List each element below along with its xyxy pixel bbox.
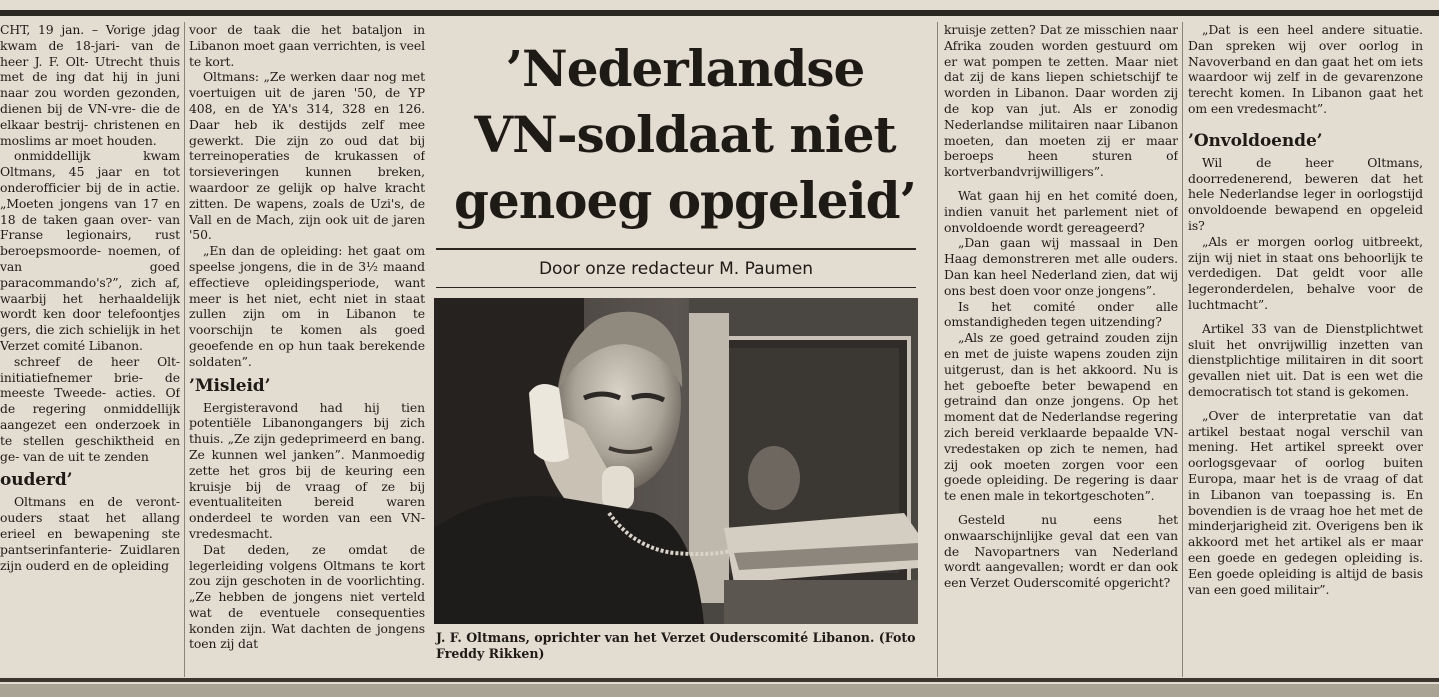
headline-line: VN-soldaat niet xyxy=(474,105,896,164)
subheading: ’Misleid’ xyxy=(189,375,271,396)
paragraph: Eergisteravond had hij tien potentiële Libanongangers bij zich thuis. „Ze zijn gedeprimeerd en bang. Ze kunnen wel janken”. Manmoedig zette het gros bij de keuring een kruisje bij de vraag of ze bij eventualiteiten bereid waren onderdeel te worden van een VN-vredesmacht. xyxy=(189,399,425,541)
paragraph: CHT, 19 jan. – Vorige jdag kwam de 18-jari- van de heer J. F. Olt- Utrecht thuis met de ing dat hij in juni naar zou worden gezonden, dienen bij de VN-vre- die de elkaar bestrij- christenen en moslims ar moet houden. xyxy=(0,22,180,148)
paragraph: Is het comité onder alle omstandigheden tegen uitzending? xyxy=(944,298,1178,330)
photo xyxy=(434,298,918,624)
paragraph: onmiddellijk kwam Oltmans, 45 jaar en tot onderofficier bij de in actie. „Moeten jongens van 17 en 18 de taken gaan over- van Franse legionairs, rust beroepsmoorde- noemen, of van goed paracommando's?”, zich af, waarbij het herhaaldelijk wordt ken door telefoontjes gers, die zich schielijk in het Verzet comité Libanon. xyxy=(0,148,180,353)
paragraph: voor de taak die het bataljon in Libanon moet gaan verrichten, is veel te kort. xyxy=(189,22,425,69)
paragraph: Oltmans: „Ze werken daar nog met voertuigen uit de jaren '50, de YP 408, en de YA's 314, 328 en 126. Daar heb ik destijds zelf mee gewerkt. Die zijn zo oud dat bij terreinoperaties de krukassen of torsieveringen kunnen breken, waardoor ze gelijk op halve kracht zitten. De wapens, zoals de Uzi's, de Vall en de Mach, zijn ook uit de jaren '50. xyxy=(189,69,425,243)
article-column-2 xyxy=(189,22,425,677)
paragraph: Dat deden, ze omdat de legerleiding volgens Oltmans te kort zou zijn geschoten in de voorlichting. „Ze hebben de jongens niet verteld wat de eventuele consequenties konden zijn. Wat dachten de jongens toen zij dat xyxy=(189,541,425,652)
paragraph: Gesteld nu eens het onwaarschijnlijke geval dat een van de Navopartners van Nederland wordt aangevallen; wordt er dan ook een Verzet Ouderscomité opgericht? xyxy=(944,511,1178,591)
column-divider xyxy=(1182,22,1183,677)
paragraph: „En dan de opleiding: het gaat om speelse jongens, die in de 3½ maand effectieve opleidingsperiode, want meer is het niet, echt niet in staat zullen zijn om in Libanon te voorschijn te komen als goed geoefende en op hun taak berekende soldaten”. xyxy=(189,243,425,369)
column-divider xyxy=(184,22,185,677)
headline-line: genoeg opgeleid’ xyxy=(454,171,916,230)
paragraph: Artikel 33 van de Dienstplichtwet sluit het onvrijwillig inzetten van dienstplichtige militairen in dit soort gevallen niet uit. Dat is een wet die democratisch tot stand is gekomen. xyxy=(1188,320,1423,399)
article-column-4 xyxy=(944,22,1178,677)
headline-line: ’Nederlandse xyxy=(505,39,865,98)
paragraph: „Over de interpretatie van dat artikel bestaat nogal verschil van mening. Het artikel spreekt over oorlogsgevaar of oorlog buiten Europa, maar het is de vraag of dat in Libanon van toepassing is. En bovendien is de vraag hoe het met de minderjarigheid zit. Overigens ben ik akkoord met het artikel als er maar een goede en gedegen opleiding is. Een goede opleiding is altijd de basis van een goed militair”. xyxy=(1188,407,1423,597)
paragraph: „Dat is een heel andere situatie. Dan spreken wij over oorlog in Navoverband en dan gaat het om iets waardoor wij zelf in de gevarenzone terecht komen. In Libanon gaat het om een vredesmacht”. xyxy=(1188,22,1423,116)
article-column-5 xyxy=(1188,22,1423,677)
paragraph: Wat gaan hij en het comité doen, indien vanuit het parlement niet of onvoldoende wordt gereageerd? xyxy=(944,187,1178,235)
byline-rule xyxy=(436,287,916,288)
paragraph: „Als ze goed getraind zouden zijn en met de juiste wapens zouden zijn uitgerust, dan is het akkoord. Nu is het geboefte beter bewapend en getraind dan onze jongens. Op het moment dat de Nederlandse regering zich bereid verklaarde bepaalde VN-vredestaken op zich te nemen, had zij ook moeten zorgen voor een goede opleiding. De regering is daar te enen male in tekortgeschoten”. xyxy=(944,330,1178,504)
photo-caption: J. F. Oltmans, oprichter van het Verzet Ouderscomité Libanon. (Foto Freddy Rikken) xyxy=(436,630,916,661)
bottom-rule xyxy=(0,678,1439,682)
article-column-1 xyxy=(0,22,180,677)
paragraph: schreef de heer Olt- initiatiefnemer brie- de meeste Tweede- acties. Of de regering onmiddellijk aangezet een onderzoek in te stellen geschiktheid en ge- van de uit te zenden xyxy=(0,353,180,464)
headline-rule xyxy=(436,248,916,250)
page-edge xyxy=(0,684,1439,697)
paragraph: Oltmans en de veront- ouders staat het allang erieel en bewapening ste pantserinfanterie- Zuidlaren zijn ouderd en de opleiding xyxy=(0,494,180,573)
subheading: ’Onvoldoende’ xyxy=(1188,130,1323,151)
paragraph: „Dan gaan wij massaal in Den Haag demonstreren met alle ouders. Dan kan heel Nederland zien, dat wij ons best doen voor onze jongens”. xyxy=(944,235,1178,298)
photo-man-on-telephone xyxy=(434,298,918,624)
top-rule xyxy=(0,10,1439,16)
paragraph: „Als er morgen oorlog uitbreekt, zijn wij niet in staat ons behoorlijk te verdedigen. Dat geldt voor alle legeronderdelen, behalve voor de luchtmacht”. xyxy=(1188,233,1423,312)
paragraph: Wil de heer Oltmans, doorredenerend, beweren dat het hele Nederlandse leger in oorlogstijd onvoldoende bewapend en opgeleid is? xyxy=(1188,154,1423,233)
column-divider xyxy=(937,22,938,677)
subheading: ouderd’ xyxy=(0,470,73,491)
paragraph: kruisje zetten? Dat ze misschien naar Afrika zouden worden gestuurd om er wat pompen te zetten. Maar niet dat zij de kans liepen schietschijf te worden in Libanon. Daar worden zij de kop van jut. Als er zonodig Nederlandse militairen naar Libanon moeten, dan moeten zij er maar beroeps heen sturen of kortverbandvrijwilligers”. xyxy=(944,22,1178,180)
headline xyxy=(436,36,934,234)
byline: Door onze redacteur M. Paumen xyxy=(538,259,814,279)
